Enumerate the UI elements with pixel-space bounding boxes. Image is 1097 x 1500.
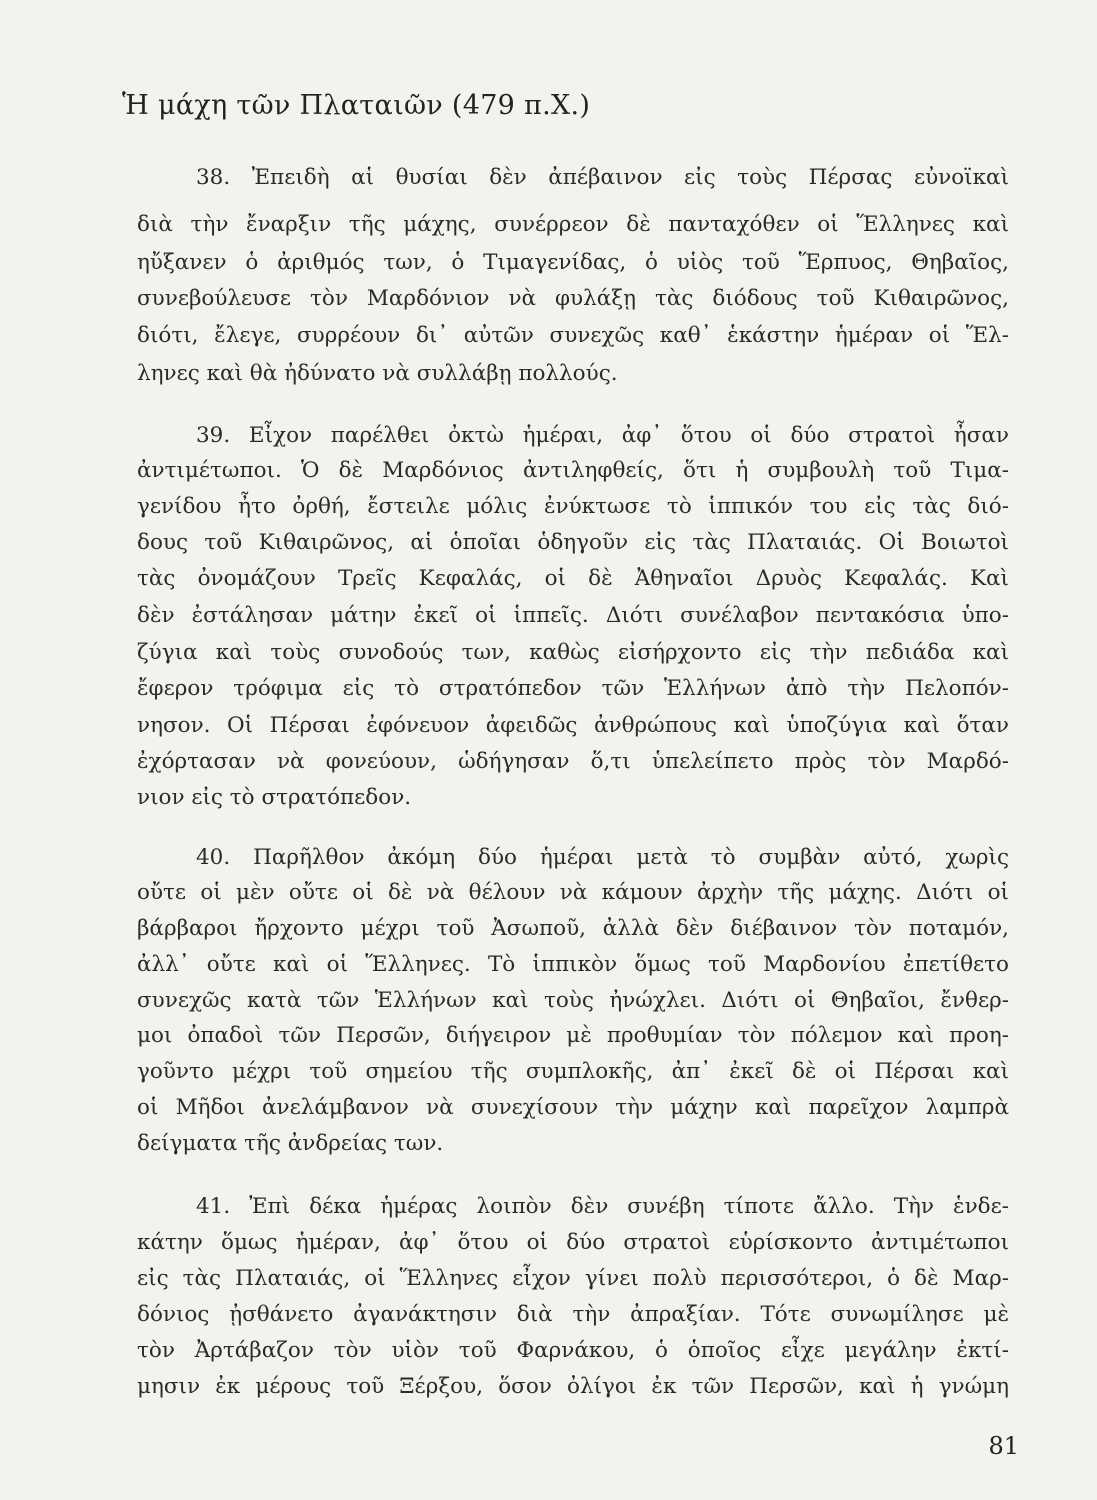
text-line: ἐχόρτασαν νὰ φονεύουν, ὡδήγησαν ὅ,τι ὑπελείπετο πρὸς τὸν Μαρδό- [137,749,1009,774]
text-line: συνεβούλευσε τὸν Μαρδόνιον νὰ φυλάξῃ τὰς διόδους τοῦ Κιθαιρῶνος, [137,286,1009,311]
text-line: γενίδου ἦτο ὀρθή, ἔστειλε μόλις ἐνύκτωσε τὸ ἱππικόν του εἰς τὰς διό- [137,494,1009,519]
text-line: 39. Εἶχον παρέλθει ὀκτὼ ἡμέραι, ἀφ᾽ ὅτου οἱ δύο στρατοὶ ἦσαν [196,423,1009,448]
text-line: τὸν Ἀρτάβαζον τὸν υἱὸν τοῦ Φαρνάκου, ὁ ὁποῖος εἶχε μεγάλην ἐκτί- [137,1338,1009,1363]
text-line: νησον. Οἱ Πέρσαι ἐφόνευον ἀφειδῶς ἀνθρώπους καὶ ὑποζύγια καὶ ὅταν [137,713,1009,738]
text-line: γοῦντο μέχρι τοῦ σημείου τῆς συμπλοκῆς, ἀπ᾽ ἐκεῖ δὲ οἱ Πέρσαι καὶ [137,1059,1009,1084]
text-line: συνεχῶς κατὰ τῶν Ἑλλήνων καὶ τοὺς ἠνώχλει. Διότι οἱ Θηβαῖοι, ἔνθερ- [137,988,1009,1013]
page-number: 81 [988,1432,1019,1460]
text-line: τὰς ὀνομάζουν Τρεῖς Κεφαλάς, οἱ δὲ Ἀθηναῖοι Δρυὸς Κεφαλάς. Καὶ [137,566,1009,591]
text-line: 38. Ἐπειδὴ αἱ θυσίαι δὲν ἀπέβαινον εἰς τοὺς Πέρσας εὐνοϊκαὶ [196,165,1009,190]
text-line: οἱ Μῆδοι ἀνελάμβανον νὰ συνεχίσουν τὴν μάχην καὶ παρεῖχον λαμπρὰ [137,1095,1009,1120]
text-line: ἀλλ᾽ οὔτε καὶ οἱ Ἕλληνες. Τὸ ἱππικὸν ὅμως τοῦ Μαρδονίου ἐπετίθετο [137,952,1009,977]
text-line: 40. Παρῆλθον ἀκόμη δύο ἡμέραι μετὰ τὸ συμβὰν αὐτό, χωρὶς [196,845,1009,870]
text-line: δείγματα τῆς ἀνδρείας των. [137,1131,444,1156]
text-line: δους τοῦ Κιθαιρῶνος, αἱ ὁποῖαι ὁδηγοῦν εἰς τὰς Πλαταιάς. Οἱ Βοιωτοὶ [137,530,1009,555]
text-line: ζύγια καὶ τοὺς συνοδούς των, καθὼς εἰσήρχοντο εἰς τὴν πεδιάδα καὶ [137,640,1009,665]
text-line: μοι ὀπαδοὶ τῶν Περσῶν, διήγειρον μὲ προθυμίαν τὸν πόλεμον καὶ προη- [137,1023,1009,1048]
text-line: βάρβαροι ἤρχοντο μέχρι τοῦ Ἀσωποῦ, ἀλλὰ δὲν διέβαινον τὸν ποταμόν, [137,916,1009,941]
text-line: ἀντιμέτωποι. Ὁ δὲ Μαρδόνιος ἀντιληφθείς, ὅτι ἡ συμβουλὴ τοῦ Τιμα- [137,458,1009,483]
text-line: μησιν ἐκ μέρους τοῦ Ξέρξου, ὅσον ὀλίγοι ἐκ τῶν Περσῶν, καὶ ἡ γνώμη [137,1374,1009,1399]
text-line: δὲν ἐστάλησαν μάτην ἐκεῖ οἱ ἱππεῖς. Διότι συνέλαβον πεντακόσια ὑπο- [137,603,1009,628]
text-line: ἔφερον τρόφιμα εἰς τὸ στρατόπεδον τῶν Ἑλλήνων ἀπὸ τὴν Πελοπόν- [137,676,1009,701]
text-line: νιον εἰς τὸ στρατόπεδον. [137,785,412,810]
page-title: Ἡ μάχη τῶν Πλαταιῶν (479 π.Χ.) [122,90,591,121]
text-line: δόνιος ᾐσθάνετο ἀγανάκτησιν διὰ τὴν ἀπραξίαν. Τότε συνωμίλησε μὲ [137,1302,1009,1327]
text-line: διὰ τὴν ἔναρξιν τῆς μάχης, συνέρρεον δὲ πανταχόθεν οἱ Ἕλληνες καὶ [137,212,1009,237]
text-line: διότι, ἔλεγε, συρρέουν δι᾽ αὐτῶν συνεχῶς καθ᾽ ἑκάστην ἡμέραν οἱ Ἕλ- [137,323,1009,348]
text-line: 41. Ἐπὶ δέκα ἡμέρας λοιπὸν δὲν συνέβη τίποτε ἄλλο. Τὴν ἑνδε- [196,1194,1009,1219]
text-line: οὔτε οἱ μὲν οὔτε οἱ δὲ νὰ θέλουν νὰ κάμουν ἀρχὴν τῆς μάχης. Διότι οἱ [137,880,1009,905]
text-line: ηὔξανεν ὁ ἀριθμός των, ὁ Τιμαγενίδας, ὁ υἱὸς τοῦ Ἕρπυος, Θηβαῖος, [137,250,1009,275]
text-line: εἰς τὰς Πλαταιάς, οἱ Ἕλληνες εἶχον γίνει πολὺ περισσότεροι, ὁ δὲ Μαρ- [137,1266,1009,1291]
text-line: κάτην ὅμως ἡμέραν, ἀφ᾽ ὅτου οἱ δύο στρατοὶ εὑρίσκοντο ἀντιμέτωποι [137,1230,1009,1255]
text-line: ληνες καὶ θὰ ἠδύνατο νὰ συλλάβῃ πολλούς. [137,361,618,386]
